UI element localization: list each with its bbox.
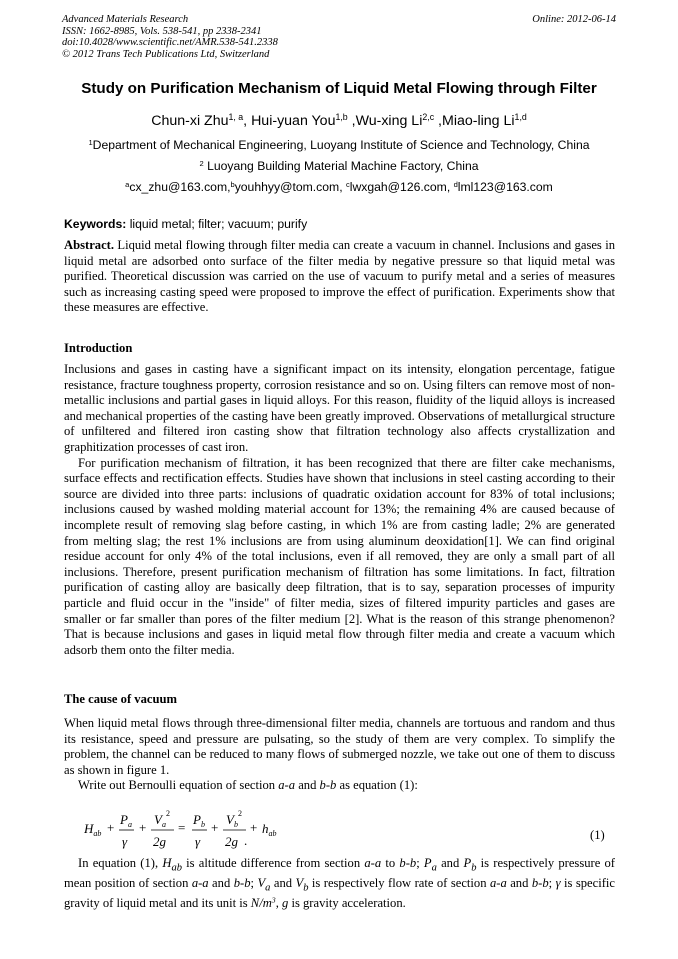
introduction-body bbox=[64, 362, 615, 658]
paragraph: When liquid metal flows through three-dimensional filter media, channels are tortuous and random and thus its resistance, speed and pressure are pulsating, so the study of them are very complex. To simplify the problem, the channel can be reduced to many flows of submerged nozzle, we take out one of them to discuss as shown in figure 1. bbox=[64, 716, 615, 777]
affiliation-2 bbox=[40, 159, 638, 173]
eq-term: 2g bbox=[153, 834, 166, 849]
abstract bbox=[64, 238, 615, 316]
text-run: ; bbox=[416, 856, 424, 870]
text-run: Write out Bernoulli equation of section bbox=[78, 778, 279, 793]
text-run: is respectively pressure of mean position of section bbox=[64, 856, 616, 891]
text-run: is respectively flow rate of section bbox=[308, 876, 490, 891]
text-run: a bbox=[265, 882, 271, 894]
cause-body bbox=[64, 716, 615, 794]
email-link[interactable]: cx_zhu@163.com bbox=[129, 180, 228, 194]
eq-term: $P_a$ bbox=[120, 812, 132, 829]
text-run: a bbox=[431, 862, 437, 874]
eq-term: $V_a$ bbox=[154, 812, 166, 829]
text-run: and bbox=[208, 876, 234, 891]
email-sup: d bbox=[453, 179, 458, 189]
eq-term: γ bbox=[122, 834, 128, 849]
text-run: V bbox=[257, 876, 266, 891]
eq-operator: = bbox=[178, 820, 186, 835]
text-run: is specific gravity of liquid metal and its unit is bbox=[64, 876, 616, 911]
eq-term: 2 bbox=[238, 809, 242, 818]
eq-term: $V_b$ bbox=[226, 812, 238, 829]
paper-title: Study on Purification Mechanism of Liquid Metal Flowing through Filter bbox=[81, 80, 597, 97]
text-run: b-b bbox=[531, 876, 549, 891]
equation-explanation bbox=[64, 856, 615, 912]
affiliation-1 bbox=[40, 138, 638, 152]
eq-term: $h_{ab}$ bbox=[262, 821, 277, 838]
doi-line: doi:10.4028/www.scientific.net/AMR.538-541.2338 bbox=[62, 37, 278, 48]
eq-term: $P_b$ bbox=[193, 812, 205, 829]
text-run: to bbox=[381, 856, 400, 870]
email-list: $^a$cx_zhu@163.com,$^b$youhhyy@tom.com, $^c$lwxgah@126.com, $^d$lml123@163.com bbox=[125, 179, 553, 194]
text-run: as equation (1): bbox=[336, 778, 418, 793]
text-run: , bbox=[275, 896, 282, 911]
email-link[interactable]: lml123@163.com bbox=[457, 180, 553, 194]
author-name: Hui-yuan You bbox=[251, 113, 336, 129]
text-run: ; bbox=[250, 876, 258, 891]
eq-term: γ bbox=[195, 834, 201, 849]
text-run: and bbox=[506, 876, 532, 891]
text-run: b-b bbox=[233, 876, 251, 891]
text-run: In equation (1), bbox=[78, 856, 163, 870]
eq-operator: + bbox=[139, 820, 147, 835]
journal-header bbox=[62, 14, 616, 60]
eq-operator: + bbox=[211, 820, 219, 835]
text-run: b-b bbox=[399, 856, 417, 870]
keywords bbox=[64, 217, 307, 231]
abstract-text: Liquid metal flowing through filter media can create a vacuum in channel. Inclusions and gases in liquid metal are adsorbed onto surface of the filter media by negative pressure so that liquid metal was purified. Theoretical discussion was carried on the use of vacuum to purify metal and a series of measures such as increasing casting speed were proposed to improve the effect of purification. Experiments show that these measures are effective. bbox=[64, 238, 615, 315]
email-sup: b bbox=[230, 179, 235, 189]
paragraph: For purification mechanism of filtration, it has been recognized that there are filter cake mechanisms, surface effects and rectification effects. Studies have shown that inclusions in steel casting according to their source are divided into three parts: inclusions of quadratic oxidation account for 83% of total inclusions; inclusions caused by washed molding material account for 13%; the remaining 4% are caused because of incomplete result of removing slag before casting, in which 1% are from casting ladle; 2% are generated from melting slag; the rest 1% inclusions are from using aluminum deoxidation[1]. We can find original residue account for only 4% of the total inclusions, even if all removed, they are only a small part of all inclusions. Therefore, present purification mechanism of filtration has some limitations. In fact, filtration purification of casting alloy are basically deep filtration, that is to say, separation processes of impurity particle and fluid occur in the "inside" of filter media, sizes of filtered impurity particles and gases are smaller or far smaller than pores of the filter medium [2]. What is the reason of this strange phenomenon? That is because inclusions and gases in liquid metal flow through filter media and create a vacuum which adsorb them onto the filter media. bbox=[64, 455, 615, 657]
text-run: γ bbox=[555, 876, 561, 891]
eq-period: . bbox=[244, 833, 248, 848]
affiliation-sup: 1 bbox=[88, 137, 93, 147]
text-run: 3 bbox=[271, 895, 276, 905]
text-run: ; bbox=[548, 876, 556, 891]
affiliation-text: Department of Mechanical Engineering, Luoyang Institute of Science and Technology, China bbox=[92, 138, 590, 152]
online-date: Online: 2012-06-14 bbox=[532, 14, 616, 25]
author-sup: 1,d bbox=[514, 112, 527, 123]
text-run: a-a bbox=[489, 876, 507, 891]
text-run: g bbox=[282, 896, 289, 911]
equation-number: (1) bbox=[590, 828, 605, 842]
text-run: b bbox=[471, 862, 477, 874]
author-sup: 2,c bbox=[422, 112, 435, 123]
paragraph: Inclusions and gases in casting have a significant impact on its intensity, elongation percentage, fatigue resistance, fracture toughness property, corrosion resistance and so on. Using filters can remove most of non-metallic inclusions and partial gases in liquid alloys. For this reason, fluidity of the liquid alloys is increased and mechanical properties of the casting have been greatly improved. Observations of metallurgical structure of unfiltered and filtered iron casting show that filtration technology also affects crystallization and graphitization processes of cast iron. bbox=[64, 362, 615, 454]
section-heading-cause: The cause of vacuum bbox=[64, 692, 177, 706]
eq-operator: + bbox=[250, 820, 258, 835]
eq-term: 2g bbox=[225, 834, 238, 849]
author-sup: 1,b bbox=[335, 112, 348, 123]
author-sup: 1, a bbox=[228, 112, 244, 123]
text-run: a-a bbox=[191, 876, 209, 891]
text-run: a-a bbox=[278, 778, 296, 793]
text-run: N/m bbox=[250, 896, 272, 911]
paragraph bbox=[64, 778, 615, 794]
paragraph bbox=[64, 856, 615, 912]
email-link[interactable]: lwxgah@126.com bbox=[349, 180, 447, 194]
eq-term: $H_{ab}$ bbox=[84, 821, 102, 838]
text-run: b bbox=[303, 882, 309, 894]
text-run: V bbox=[295, 876, 304, 891]
text-run: b-b bbox=[319, 778, 337, 793]
text-run: P bbox=[463, 856, 472, 870]
text-run: is altitude difference from section bbox=[181, 856, 365, 870]
text-run: ab bbox=[171, 862, 182, 874]
text-run: and bbox=[436, 856, 464, 870]
text-run: and bbox=[270, 876, 296, 891]
eq-operator: + bbox=[107, 820, 115, 835]
text-run: H bbox=[162, 856, 172, 870]
text-run: and bbox=[295, 778, 320, 793]
author-name: Miao-ling Li bbox=[442, 113, 515, 129]
eq-term: 2 bbox=[166, 809, 170, 818]
author-name: Chun-xi Zhu bbox=[151, 113, 229, 129]
email-sup: a bbox=[125, 179, 130, 189]
text-run: a-a bbox=[364, 856, 382, 870]
copyright-line: © 2012 Trans Tech Publications Ltd, Switzerland bbox=[62, 48, 270, 60]
issn-line: ISSN: 1662-8985, Vols. 538-541, pp 2338-2341 bbox=[62, 25, 262, 37]
keywords-label: Keywords: bbox=[64, 217, 127, 231]
affiliation-sup: 2 bbox=[199, 158, 204, 168]
affiliation-text: Luoyang Building Material Machine Factory, China bbox=[203, 159, 479, 173]
text-run: is gravity acceleration. bbox=[288, 896, 406, 911]
journal-name: Advanced Materials Research bbox=[62, 14, 189, 25]
section-heading-introduction: Introduction bbox=[64, 341, 133, 355]
bernoulli-equation bbox=[84, 806, 624, 858]
author-name: Wu-xing Li bbox=[355, 113, 423, 129]
author-list: Chun-xi Zhu$^{1, a}$, Hui-yuan You$^{1,b}$ ,Wu-xing Li$^{2,c}$ ,Miao-ling Li$^{1,d}$ bbox=[151, 112, 527, 129]
text-run: P bbox=[423, 856, 432, 870]
email-link[interactable]: youhhyy@tom.com bbox=[234, 180, 340, 194]
abstract-label: Abstract. bbox=[64, 238, 115, 252]
keywords-text: liquid metal; filter; vacuum; purify bbox=[126, 217, 308, 231]
email-sup: c bbox=[345, 179, 350, 189]
